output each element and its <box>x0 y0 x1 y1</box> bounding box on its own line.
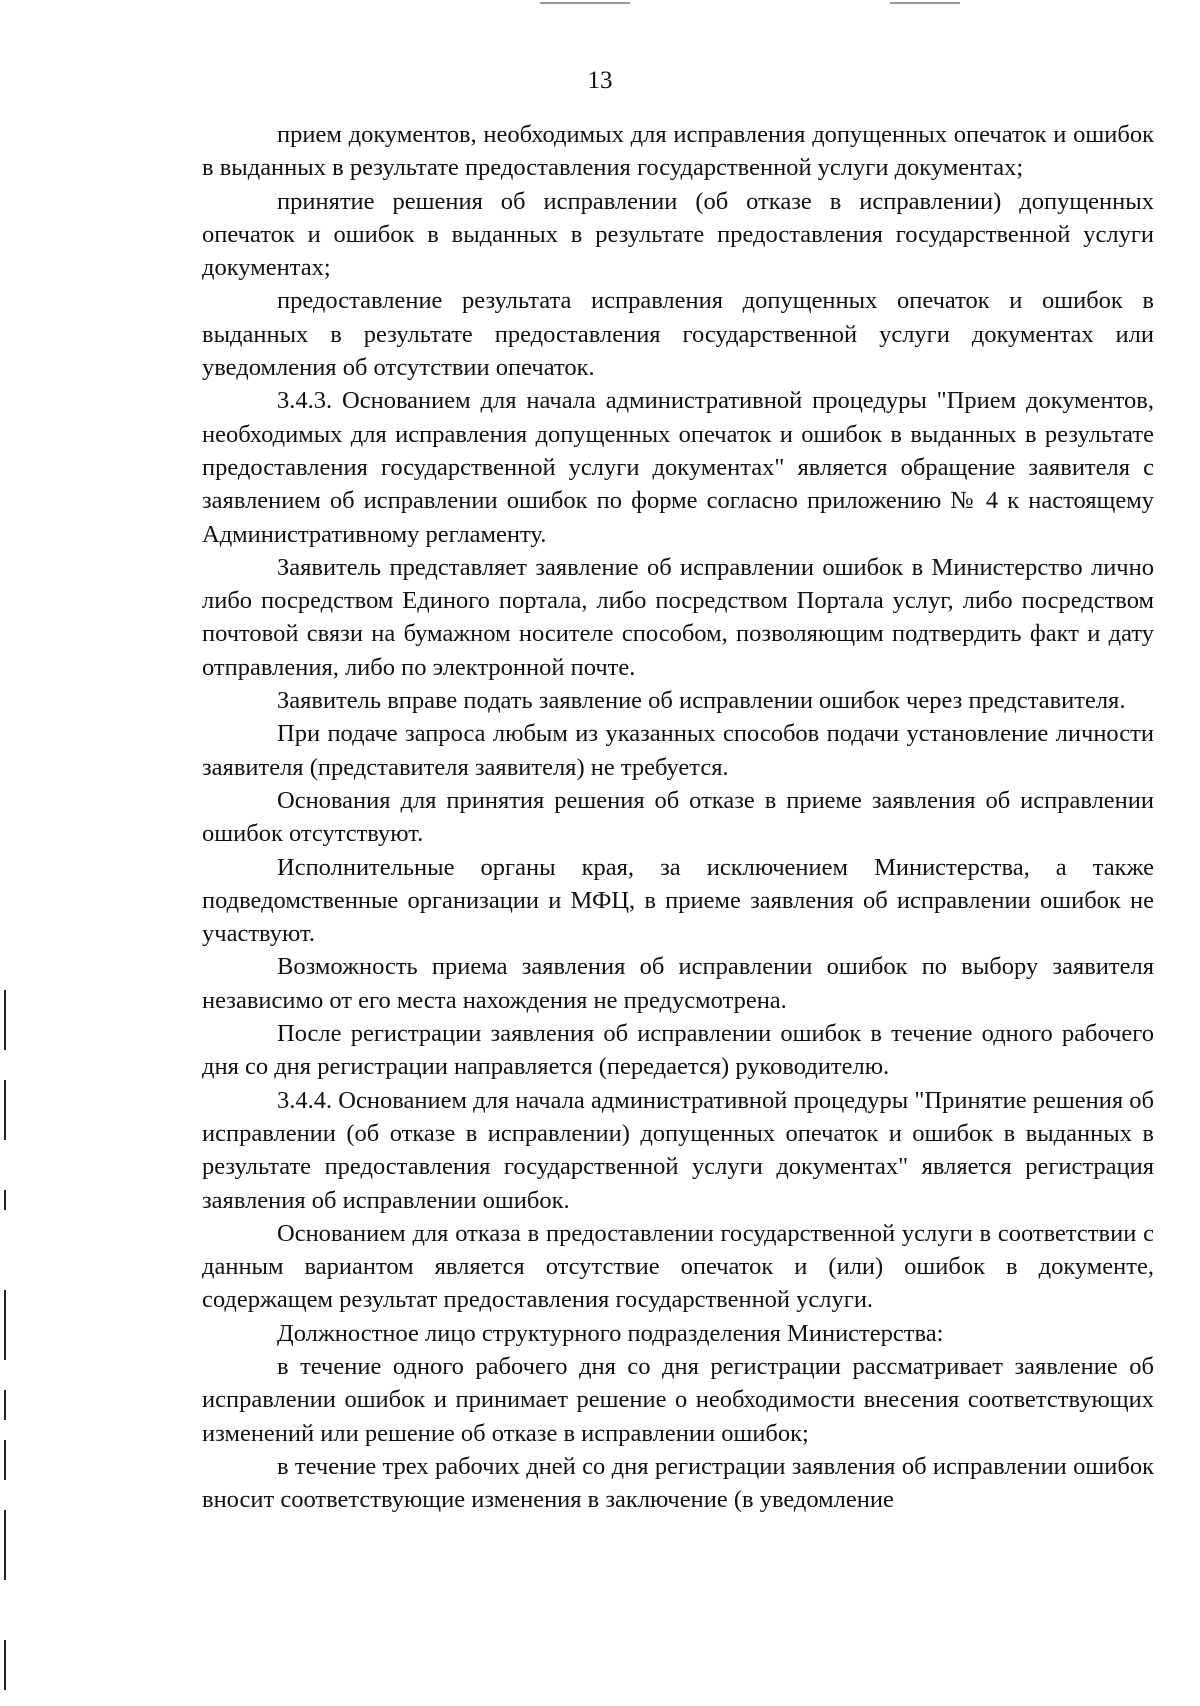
paragraph: в течение трех рабочих дней со дня регистрации заявления об исправлении ошибок вносит соответствующие изменения в заключение (в уведомление <box>202 1452 1154 1514</box>
scan-artifact <box>890 2 960 4</box>
paragraph: прием документов, необходимых для исправления допущенных опечаток и ошибок в выданных в результате предоставления государственной услуги документах; <box>202 121 1154 182</box>
paragraph: Должностное лицо структурного подразделения Министерства: <box>277 1319 944 1347</box>
scan-artifact <box>4 1080 6 1140</box>
paragraph: 3.4.4. Основанием для начала административной процедуры "Принятие решения об исправлении (об отказе в исправлении) допущенных опечаток и ошибок в выданных в результате предоставления государственной услуги документах" является регистрация заявления об исправлении ошибок. <box>202 1086 1154 1214</box>
paragraph: предоставление результата исправления допущенных опечаток и ошибок в выданных в результате предоставления государственной услуги документах или уведомления об отсутствии опечаток. <box>202 287 1154 382</box>
paragraph: Основания для принятия решения об отказе в приеме заявления об исправлении ошибок отсутствуют. <box>202 786 1154 848</box>
scan-artifact <box>4 1190 6 1210</box>
scan-artifact <box>4 1390 6 1420</box>
document-body <box>202 118 1154 1516</box>
paragraph: принятие решения об исправлении (об отказе в исправлении) допущенных опечаток и ошибок в выданных в результате предоставления государственной услуги документах; <box>202 187 1154 282</box>
scan-artifact <box>4 1510 6 1580</box>
paragraph: При подаче запроса любым из указанных способов подачи установление личности заявителя (представителя заявителя) не требуется. <box>202 720 1154 781</box>
paragraph: Заявитель вправе подать заявление об исправлении ошибок через представителя. <box>277 687 1126 715</box>
paragraph: Исполнительные органы края, за исключением Министерства, а также подведомственные организации и МФЦ, в приеме заявления об исправлении ошибок не участвуют. <box>202 853 1154 948</box>
scan-artifact <box>4 1640 6 1690</box>
scan-artifact <box>540 2 630 4</box>
scan-artifact <box>4 990 6 1050</box>
paragraph: Возможность приема заявления об исправлении ошибок по выбору заявителя независимо от его места нахождения не предусмотрена. <box>202 953 1154 1014</box>
page-number: 13 <box>587 67 613 94</box>
paragraph: 3.4.3. Основанием для начала административной процедуры "Прием документов, необходимых для исправления допущенных опечаток и ошибок в выданных в результате предоставления государственной услуги документах" является обращение заявителя с заявлением об исправлении ошибок по форме согласно приложению № 4 к настоящему Административному регламенту. <box>202 387 1154 548</box>
paragraph: Основанием для отказа в предоставлении государственной услуги в соответствии с данным вариантом является отсутствие опечаток и (или) ошибок в документе, содержащем результат предоставления государственной услуги. <box>202 1219 1154 1314</box>
scan-artifact <box>4 1440 6 1480</box>
paragraph: После регистрации заявления об исправлении ошибок в течение одного рабочего дня со дня регистрации направляется (передается) руководителю. <box>202 1020 1154 1081</box>
paragraph: в течение одного рабочего дня со дня регистрации рассматривает заявление об исправлении ошибок и принимает решение о необходимости внесения соответствующих изменений или решение об отказе в исправлении ошибок; <box>202 1352 1154 1447</box>
paragraph: Заявитель представляет заявление об исправлении ошибок в Министерство лично либо посредством Единого портала, либо посредством Портала услуг, либо посредством почтовой связи на бумажном носителе способом, позволяющим подтвердить факт и дату отправления, либо по электронной почте. <box>202 553 1154 681</box>
scan-artifact <box>4 1290 6 1360</box>
